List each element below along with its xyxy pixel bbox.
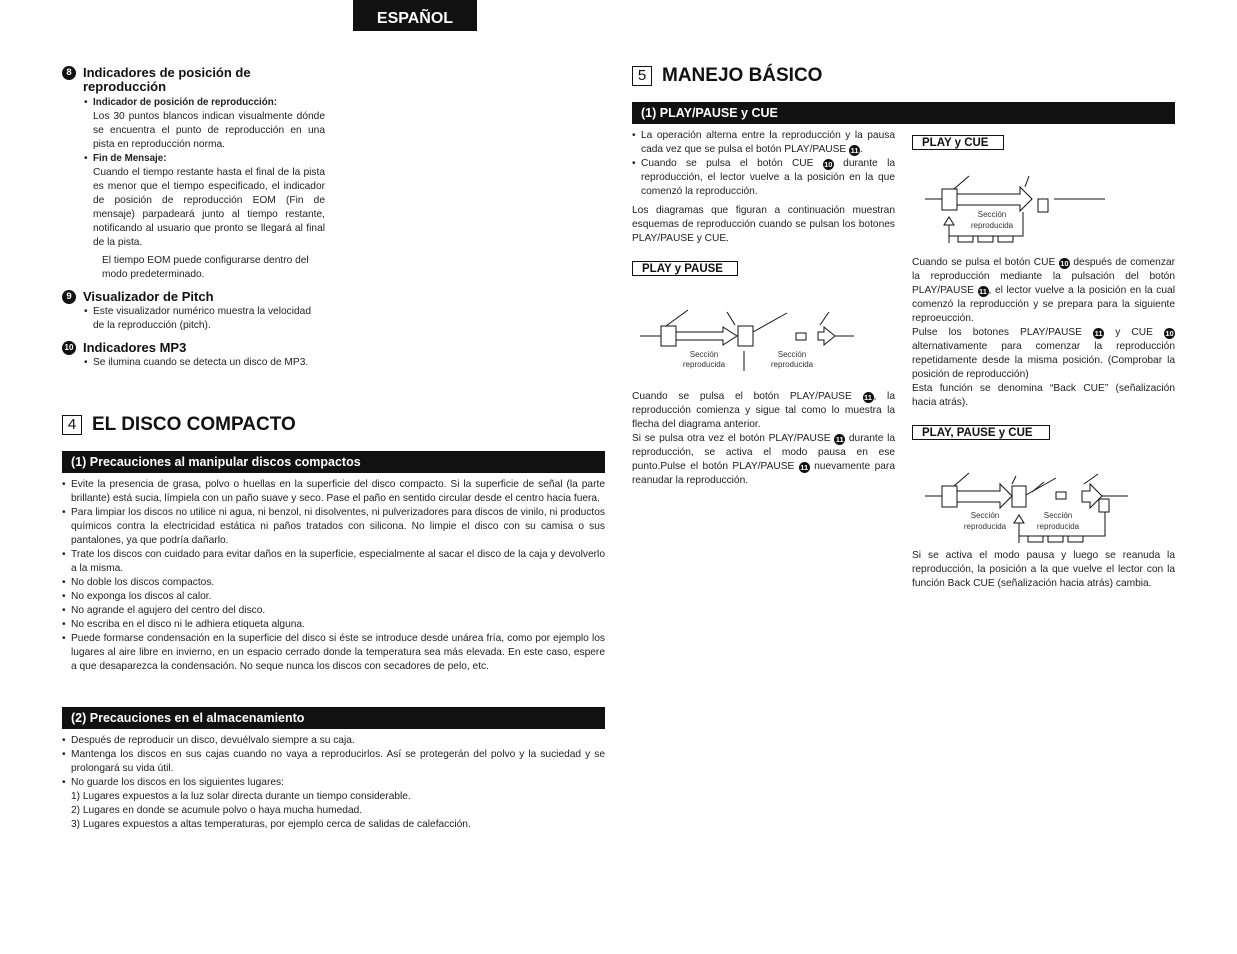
diagram3-label-b2: reproducida	[1036, 522, 1080, 531]
label-play-cue: PLAY y CUE	[912, 135, 1004, 150]
list-item: • No exponga los discos al calor.	[62, 590, 605, 604]
ref-11-icon: 11	[800, 463, 809, 472]
ref-11-icon: 11	[1094, 329, 1103, 338]
numbered-item: 2) Lugares en donde se acumule polvo o haya mucha humedad.	[71, 805, 363, 816]
number-10-icon: 10	[62, 341, 76, 355]
ref-10-icon: 10	[1060, 259, 1069, 268]
item-10-heading	[62, 341, 186, 355]
list-item: • Trate los discos con cuidado para evitar daños en la superficie, especialmente al sacar el disco de la caja y devolverlo a la misma.	[62, 548, 605, 576]
list-item: • No guarde los discos en los siguientes lugares:	[62, 776, 605, 790]
section-4-number: 4	[62, 415, 82, 435]
item-9-text: • Este visualizador numérico muestra la velocidad de la reproducción (pitch).	[84, 305, 325, 333]
list-item: • Para limpiar los discos no utilice ni agua, ni benzol, ni disolventes, ni pulverizadores para discos de vinilo, ni productos químicos contra la electricidad estática ni paños tratados con silicona. No limpie el disco con su camisa o sus pantalones, ya que podría dañarlo.	[62, 506, 605, 548]
section-4-sub2-list	[62, 734, 605, 832]
sub-text-position: Los 30 puntos blancos indican visualmente dónde se encuentra el punto de reproducción en una pista en reproducción norma.	[93, 111, 325, 150]
list-item: • No agrande el agujero del centro del disco.	[62, 604, 605, 618]
item-10-title: Indicadores MP3	[83, 340, 187, 355]
item-8-body	[84, 96, 325, 282]
play-pause-cue-text: Si se activa el modo pausa y luego se reanuda la reproducción, la posición a la que vuelve el lector con la función Back CUE (señalización hacia atrás) cambia.	[912, 550, 1175, 589]
diagram1-label-a1: Sección	[689, 350, 719, 359]
eom-note: El tiempo EOM puede configurarse dentro del modo predeterminado.	[102, 255, 309, 280]
diagram3-label-b1: Sección	[1043, 511, 1073, 520]
diagram2-label-1: Sección	[977, 210, 1007, 219]
bullet-cue: • Cuando se pulsa el botón CUE 10 durante la reproducción, el lector vuelve a la posición en la que comenzó la reproducción.	[632, 157, 895, 199]
play-pause-text	[632, 390, 895, 488]
section-4-sub2-bar: (2) Precauciones en el almacenamiento	[62, 707, 605, 729]
item-9-body	[84, 305, 325, 333]
diagram1-label-b2: reproducida	[770, 360, 814, 369]
item-9-title: Visualizador de Pitch	[83, 289, 214, 304]
sub-text-eom: Cuando el tiempo restante hasta el final de la pista es menor que el tiempo especificado, el indicador de posición de reproducción EOM (Fin de mensaje) parpadeará junto al tiempo restante, notificando al usuario que pronto se llegará al final de la pista.	[93, 167, 325, 248]
list-item: • No doble los discos compactos.	[62, 576, 605, 590]
numbered-item: 1) Lugares expuestos a la luz solar directa durante un tiempo considerable.	[71, 791, 411, 802]
section-4-heading	[62, 414, 296, 436]
diagram1-label-a2: reproducida	[682, 360, 726, 369]
item-10-text: • Se ilumina cuando se detecta un disco de MP3.	[84, 356, 325, 370]
play-cue-text	[912, 256, 1175, 410]
item-8-heading	[62, 66, 332, 94]
diagram1-label-b1: Sección	[777, 350, 807, 359]
language-tab: ESPAÑOL	[353, 0, 477, 31]
diagram3-label-a1: Sección	[970, 511, 1000, 520]
item-9-heading	[62, 290, 214, 304]
numbered-item: 3) Lugares expuestos a altas temperaturas, por ejemplo cerca de salidas de calefacción.	[71, 819, 471, 830]
item-8-title: Indicadores de posición de reproducción	[83, 65, 251, 94]
play-cue-para1: Cuando se pulsa el botón CUE 10 después de comenzar la reproducción mediante la pulsación del botón PLAY/PAUSE 11 , el lector vuelve a la posición en la cual comenzó la reproducción y se prepara para la siguiente reproeucción.	[912, 257, 1176, 324]
number-8-icon: 8	[62, 66, 76, 80]
list-item: • No escriba en el disco ni le adhiera etiqueta alguna.	[62, 618, 605, 632]
play-cue-para2: Pulse los botones PLAY/PAUSE 11 y CUE 10 alternativamente para comenzar la reproducción repetidamente desde la misma posición. (Comprobar la posición de reproducción)	[912, 327, 1175, 380]
ref-10-icon: 10	[1165, 329, 1174, 338]
play-cue-para3: Esta función se denomina “Back CUE” (señalización hacia atrás).	[912, 383, 1175, 408]
diagrams-intro: Los diagramas que figuran a continuación muestran esquemas de reproducción cuando se pulsan los botones PLAY/PAUSE y CUE.	[632, 205, 895, 244]
diagram-play-pause-cue	[912, 470, 1142, 548]
label-play-pause-cue: PLAY, PAUSE y CUE	[912, 425, 1050, 440]
diagram2-label-2: reproducida	[970, 221, 1014, 230]
bullet-alternate: • La operación alterna entre la reproducción y la pausa cada vez que se pulsa el botón PLAY/PAUSE 11 .	[632, 129, 895, 157]
play-pause-para2: Si se pulsa otra vez el botón PLAY/PAUSE 11 durante la reproducción, se activa el modo pausa en ese punto.Pulse el botón PLAY/PAUSE 11 nuevamente para reanudar la reproducción.	[632, 433, 895, 486]
diagram3-label-a2: reproducida	[963, 522, 1007, 531]
diagram-play-pause	[632, 305, 862, 373]
section-4-sub1-bar: (1) Precauciones al manipular discos compactos	[62, 451, 605, 473]
section-4-sub1-list	[62, 478, 605, 674]
label-play-pause: PLAY y PAUSE	[632, 261, 738, 276]
sub-title-position: • Indicador de posición de reproducción:	[93, 97, 277, 108]
section-4-title: EL DISCO COMPACTO	[92, 414, 296, 435]
list-item: • Evite la presencia de grasa, polvo o huellas en la superficie del disco compacto. Si la superficie de señal (la parte brillante) está sucia, límpiela con un paño suave y seco. Pase el paño en sentido circular desde el centro hacia fuera.	[62, 478, 605, 506]
diagram-play-cue	[912, 170, 1112, 248]
section-5-sub1-bar: (1) PLAY/PAUSE y CUE	[632, 102, 1175, 124]
number-9-icon: 9	[62, 290, 76, 304]
section-5-number: 5	[632, 66, 652, 86]
section-5-title: MANEJO BÁSICO	[662, 65, 823, 86]
section-5-heading	[632, 65, 822, 87]
ref-11-icon: 11	[979, 287, 987, 296]
play-pause-para1: Cuando se pulsa el botón PLAY/PAUSE 11 , la reproducción comienza y sigue tal como lo muestra la flecha del diagrama anterior.	[632, 391, 895, 430]
section-5-bullets	[632, 129, 895, 199]
list-item: • Puede formarse condensación en la superficie del disco si éste se introduce desde unárea fría, como por ejemplo los lugares al aire libre en invierno, en un espacio cerrado donde la temperatura sea más elevada. En este caso, espere a que desaparezca la condensación. No seque nunca los discos con secadores de pelo, etc.	[62, 632, 605, 674]
list-item: • Después de reproducir un disco, devuélvalo siempre a su caja.	[62, 734, 605, 748]
ref-11-icon: 11	[835, 435, 844, 444]
ref-11-icon: 11	[864, 393, 872, 402]
item-10-body	[84, 356, 325, 370]
ref-10-icon: 10	[824, 160, 833, 169]
ref-11-icon: 11	[850, 146, 859, 155]
sub-title-eom: • Fin de Mensaje:	[93, 153, 167, 164]
list-item: • Mantenga los discos en sus cajas cuando no vaya a reproducirlos. Así se protegerán del polvo y la suciedad y se prolongará su vida útil.	[62, 748, 605, 776]
